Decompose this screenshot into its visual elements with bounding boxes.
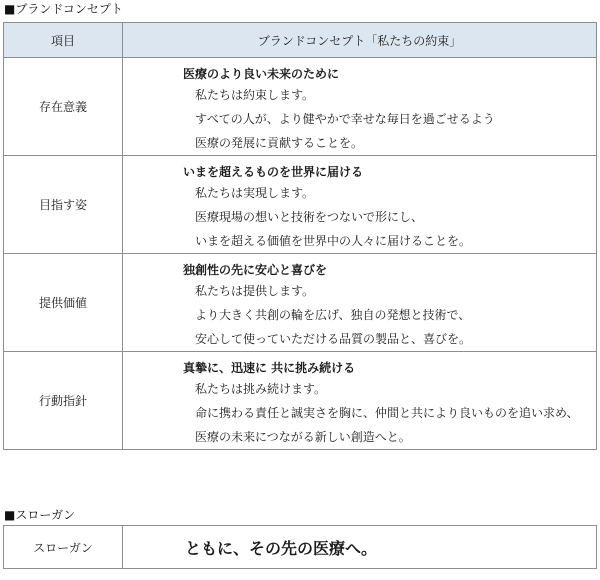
row-content — [123, 254, 597, 352]
row-content — [123, 156, 597, 254]
row-content — [123, 352, 597, 450]
row-line: 命に携わる責任と誠実さを胸に、仲間と共により良いものを追い求め、 — [195, 406, 579, 420]
row-line: 私たちは提供します。 — [195, 284, 315, 298]
row-label: 提供価値 — [4, 254, 123, 352]
row-line: 医療現場の想いと技術をつないで形にし、 — [195, 210, 424, 224]
table-row — [4, 526, 597, 569]
header-concept: ブランドコンセプト「私たちの約束」 — [123, 23, 597, 58]
row-line: 私たちは実現します。 — [195, 186, 315, 200]
row-line: 医療の未来につながる新しい創造へと。 — [195, 430, 411, 444]
row-line: 私たちは約束します。 — [195, 88, 315, 102]
row-heading: 独創性の先に安心と喜びを — [183, 263, 328, 277]
row-heading: いまを超えるものを世界に届ける — [183, 165, 364, 179]
brand-concept-section-title: ■ブランドコンセプト — [4, 2, 123, 16]
table-row — [4, 58, 597, 156]
table-row — [4, 156, 597, 254]
row-content — [123, 58, 597, 156]
header-item: 項目 — [4, 23, 123, 58]
row-line: 安心して使っていただける品質の製品と、喜びを。 — [195, 332, 472, 346]
slogan-table — [3, 525, 597, 569]
row-label: 目指す姿 — [4, 156, 123, 254]
row-line: より大きく共創の輪を広げ、独自の発想と技術で、 — [195, 308, 471, 322]
row-line: すべての人が、より健やかで幸せな毎日を過ごせるよう — [195, 112, 495, 126]
slogan-section-title: ■スローガン — [4, 508, 76, 522]
table-row — [4, 352, 597, 450]
row-line: いまを超える価値を世界中の人々に届けることを。 — [195, 234, 472, 248]
brand-concept-table — [3, 22, 597, 450]
row-label: 存在意義 — [4, 58, 123, 156]
row-line: 私たちは挑み続けます。 — [195, 382, 327, 396]
slogan-text: ともに、その先の医療へ。 — [123, 526, 597, 569]
table-header-row — [4, 23, 597, 58]
slogan-label: スローガン — [4, 526, 123, 569]
row-label: 行動指針 — [4, 352, 123, 450]
row-heading: 真摯に、迅速に 共に挑み続ける — [183, 361, 356, 375]
row-heading: 医療のより良い未来のために — [183, 67, 340, 81]
row-line: 医療の発展に貢献することを。 — [195, 136, 364, 150]
table-row — [4, 254, 597, 352]
